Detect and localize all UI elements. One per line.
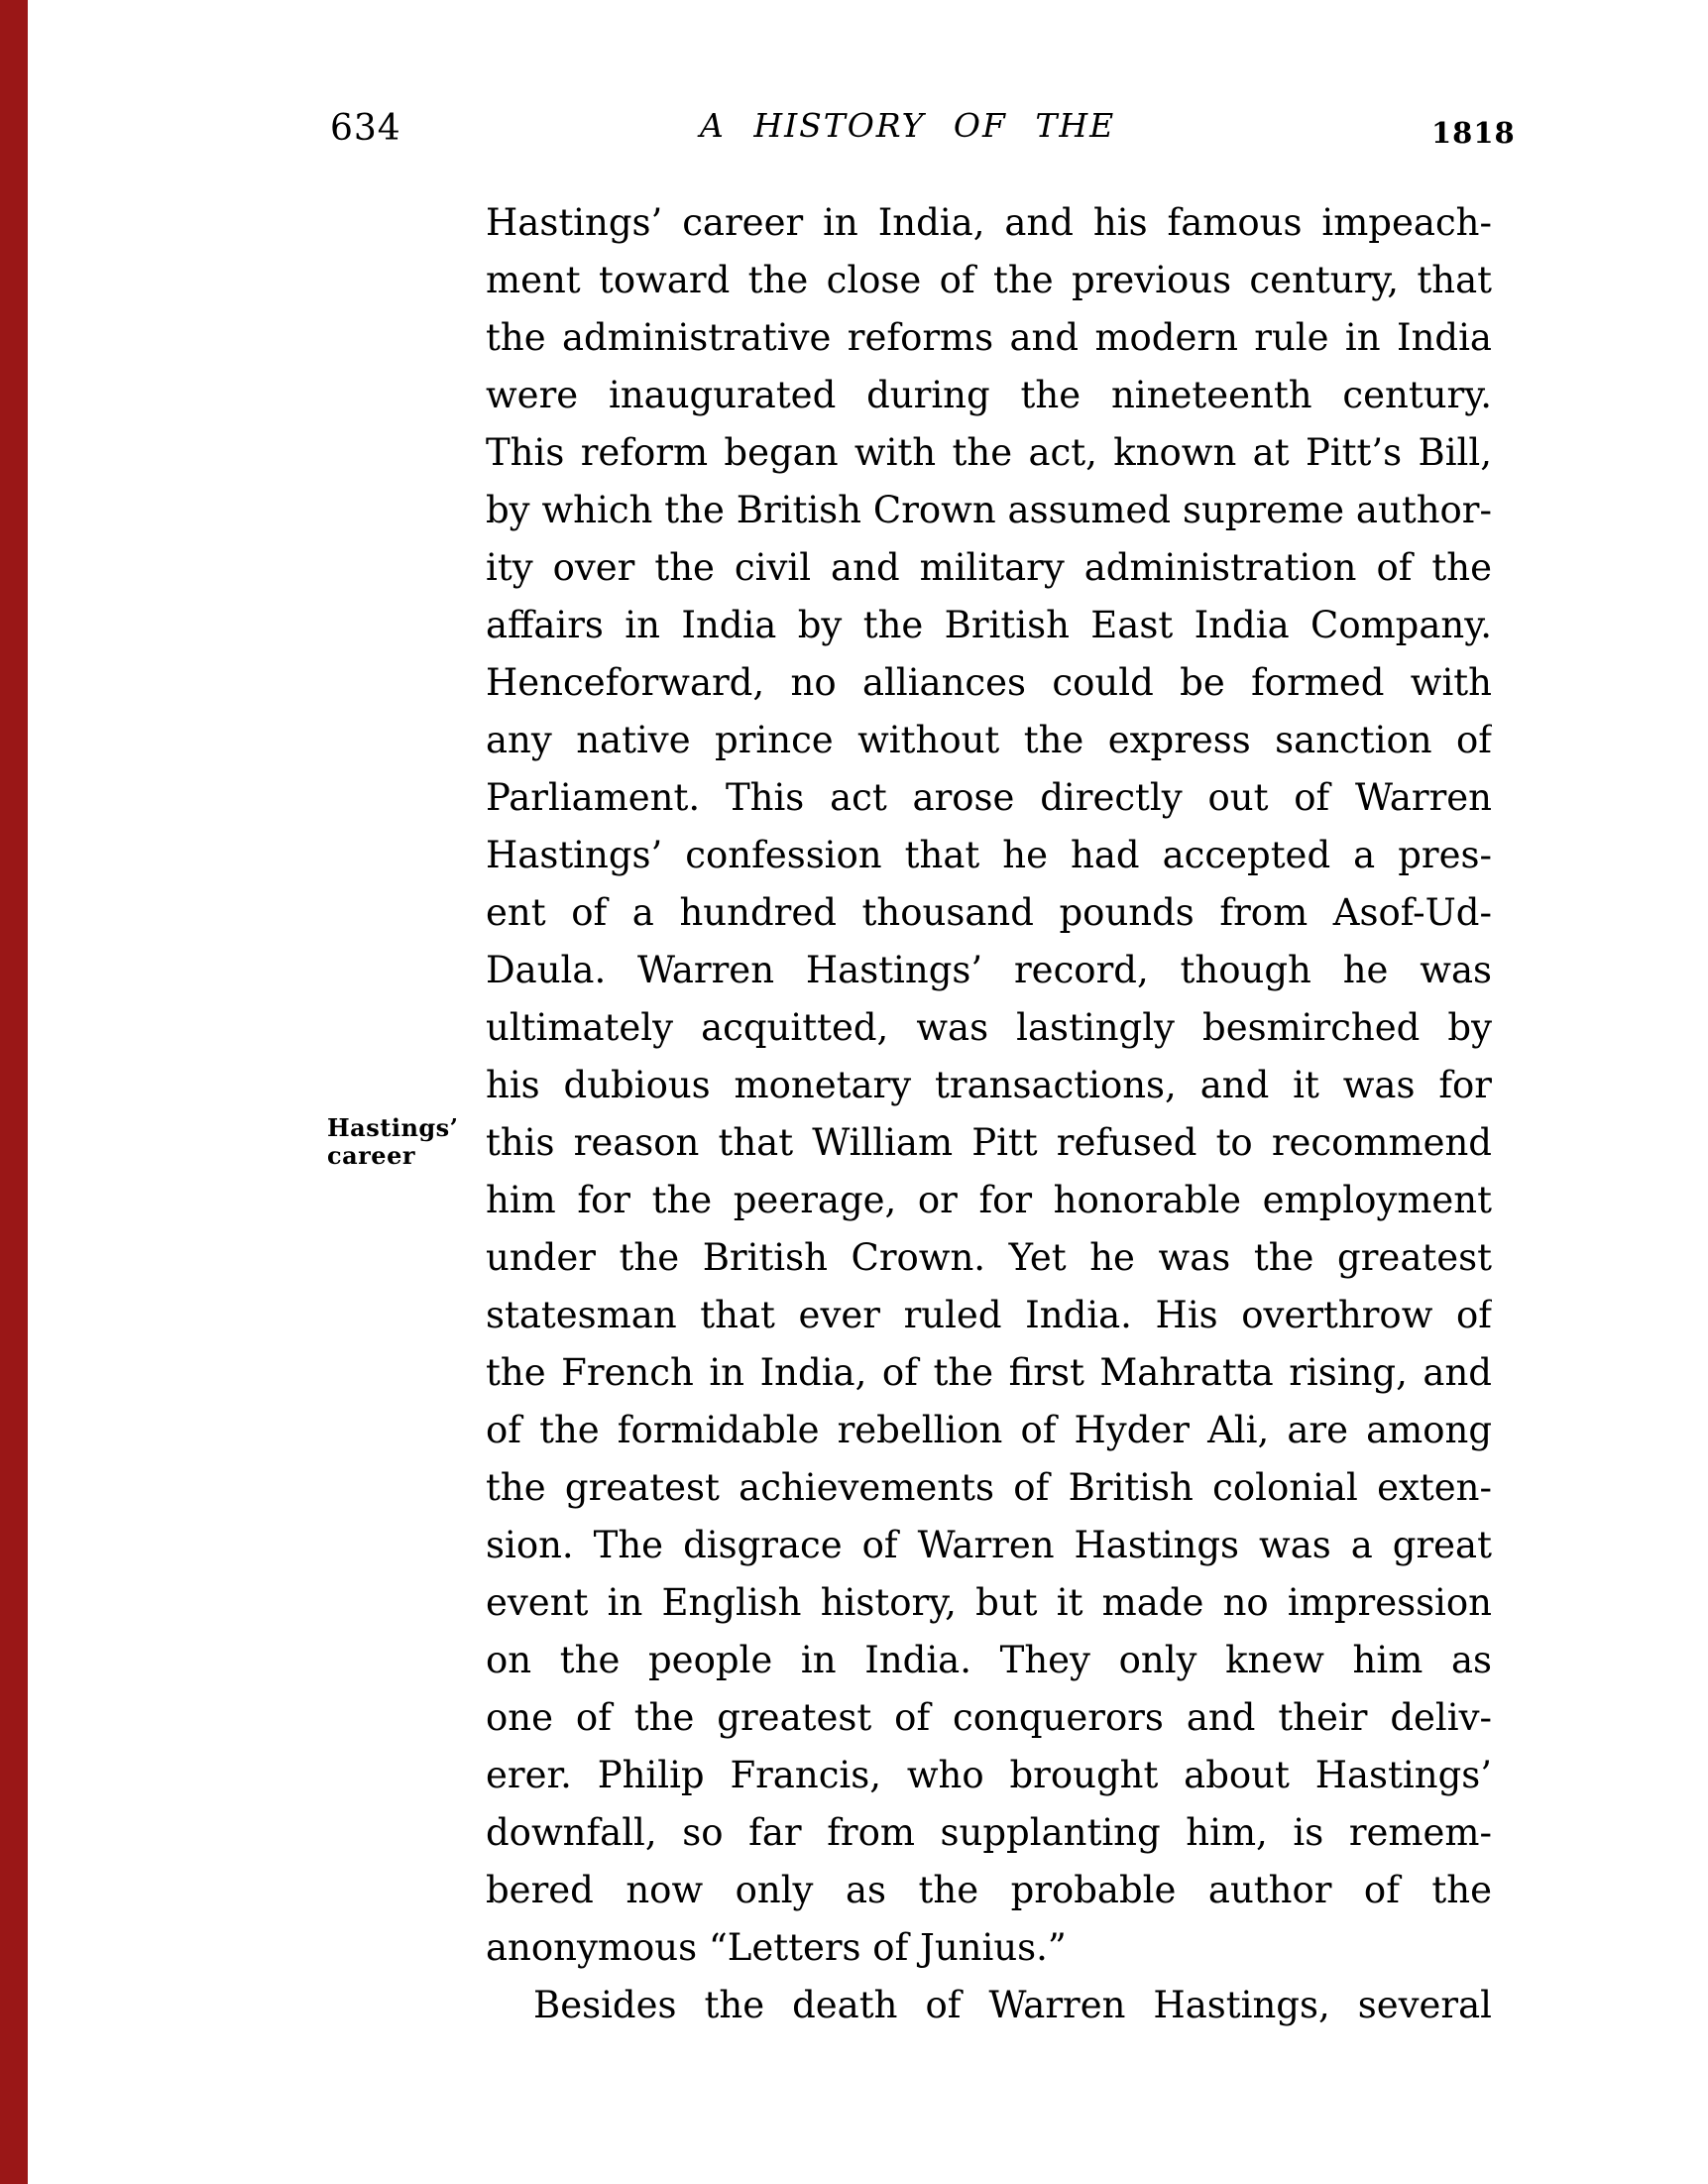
body-line: Parliament. This act arose directly out of Warren [486, 776, 1492, 819]
body-line: Besides the death of Warren Hastings, several [533, 1984, 1492, 2026]
body-line: erer. Philip Francis, who brought about Hastings’ [486, 1754, 1492, 1796]
body-line: affairs in India by the British East India Company. [486, 604, 1492, 646]
body-line: bered now only as the probable author of the [486, 1869, 1492, 1911]
body-line: ent of a hundred thousand pounds from Asof-Ud- [486, 891, 1492, 934]
body-line: the greatest achievements of British colonial exten- [486, 1466, 1492, 1509]
margin-note-line: Hastings’ [327, 1113, 459, 1142]
body-line: of the formidable rebellion of Hyder Ali, are among [486, 1409, 1492, 1451]
body-line: sion. The disgrace of Warren Hastings was a great [486, 1524, 1492, 1566]
running-title: A HISTORY OF THE [700, 106, 1116, 145]
body-line: the French in India, of the first Mahratta rising, and [486, 1351, 1492, 1394]
body-line: the administrative reforms and modern rule in India [486, 316, 1492, 359]
body-line: statesman that ever ruled India. His overthrow of [486, 1294, 1492, 1336]
body-line: on the people in India. They only knew him as [486, 1639, 1492, 1681]
body-line: Hastings’ confession that he had accepted a pres- [486, 834, 1492, 876]
body-line: any native prince without the express sanction of [486, 719, 1492, 761]
body-line: Daula. Warren Hastings’ record, though he was [486, 949, 1492, 991]
body-line: This reform began with the act, known at Pitt’s Bill, [486, 431, 1492, 474]
body-line: by which the British Crown assumed supreme author- [486, 489, 1492, 531]
margin-note-line: career [327, 1141, 415, 1170]
body-line: this reason that William Pitt refused to recommend [486, 1121, 1492, 1164]
body-line: downfall, so far from supplanting him, is remem- [486, 1811, 1492, 1854]
body-line: ment toward the close of the previous century, that [486, 259, 1492, 301]
body-line: Henceforward, no alliances could be formed with [486, 661, 1492, 704]
body-line: event in English history, but it made no impression [486, 1581, 1492, 1624]
body-line: his dubious monetary transactions, and it was for [486, 1064, 1492, 1106]
spine-red-bar [0, 0, 28, 2184]
body-line: were inaugurated during the nineteenth century. [486, 374, 1492, 416]
margin-note [327, 1114, 476, 1170]
body-line: ultimately acquitted, was lastingly besmirched by [486, 1006, 1492, 1049]
year-label: 1818 [1431, 116, 1516, 150]
page-number: 634 [330, 108, 401, 149]
body-line: one of the greatest of conquerors and their deliv- [486, 1696, 1492, 1739]
body-line: Hastings’ career in India, and his famous impeach- [486, 201, 1492, 244]
body-line: anonymous “Letters of Junius.” [486, 1926, 1067, 1969]
body-line: under the British Crown. Yet he was the greatest [486, 1236, 1492, 1279]
body-line: him for the peerage, or for honorable employment [486, 1179, 1492, 1221]
body-text [486, 194, 1492, 2034]
body-line: ity over the civil and military administration of the [486, 546, 1492, 589]
